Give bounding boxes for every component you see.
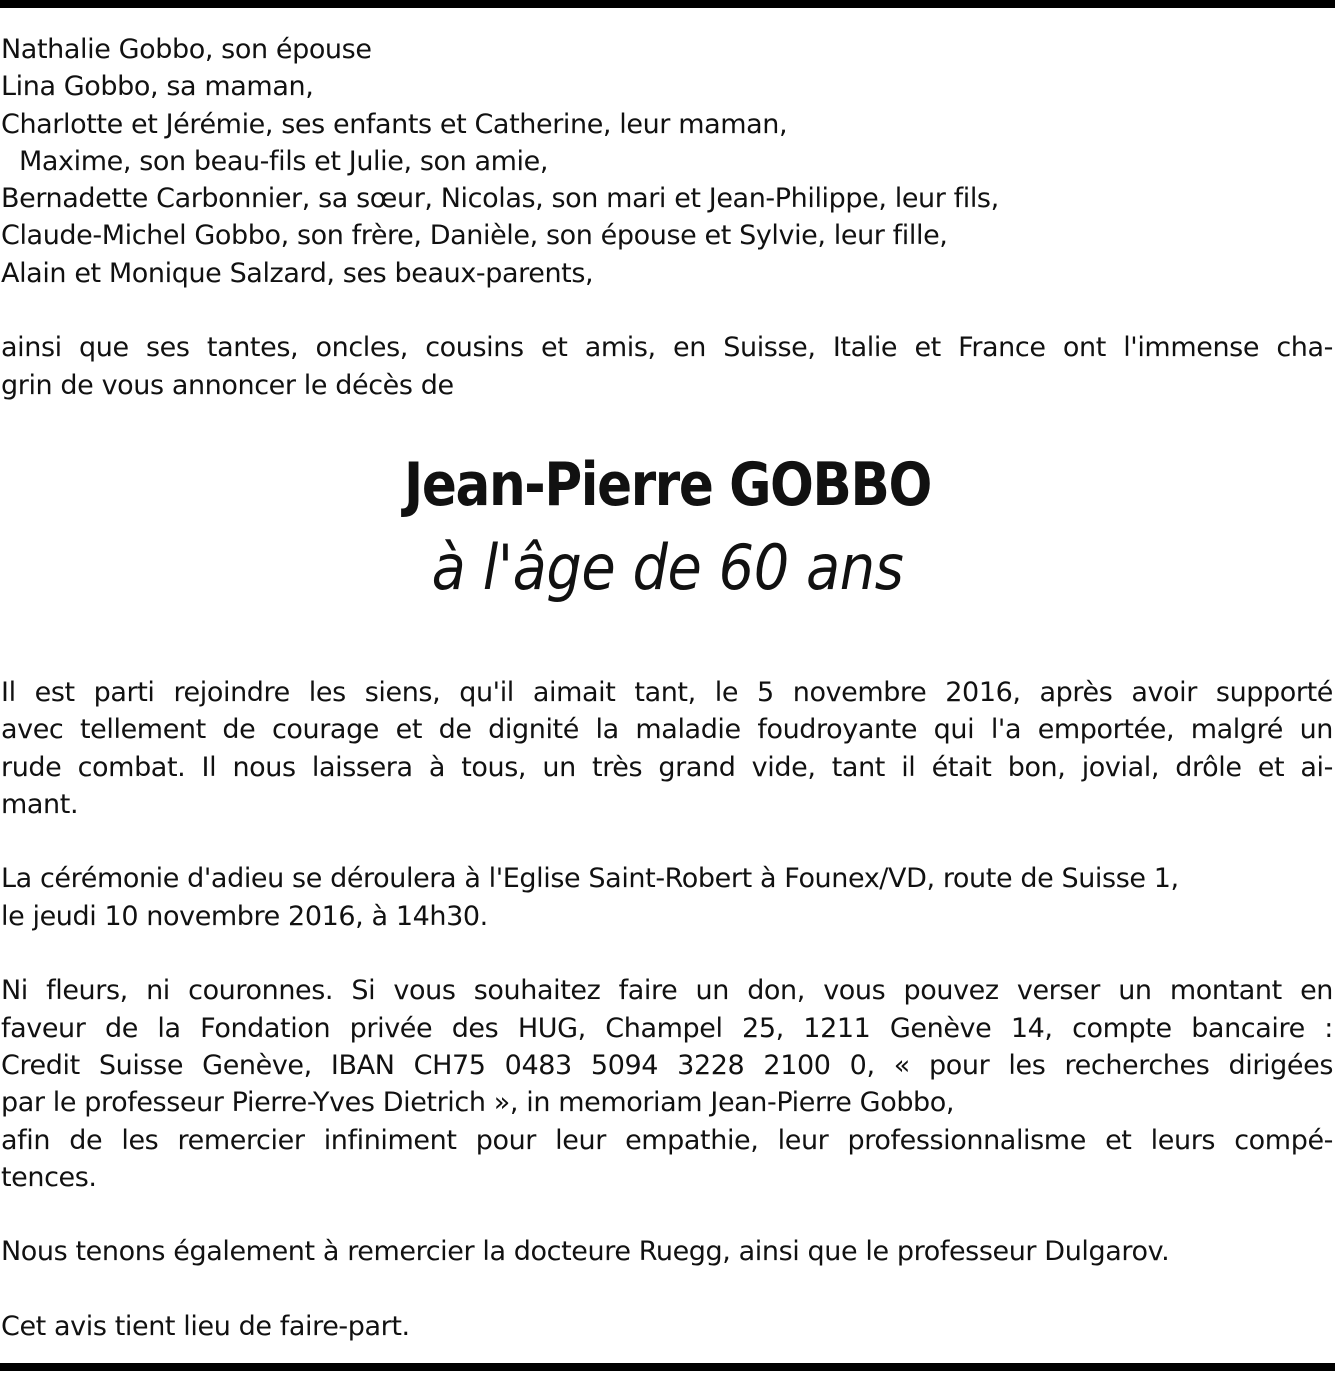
tribute-line: rude combat. Il nous laissera à tous, un très grand vide, tant il était bon, jovial, drôle et ai-	[1, 751, 1333, 783]
family-line: Nathalie Gobbo, son épouse	[1, 34, 372, 65]
family-line: Alain et Monique Salzard, ses beaux-parents,	[1, 257, 594, 289]
deceased-name: Jean-Pierre GOBBO	[404, 450, 931, 520]
family-line: Bernadette Carbonnier, sa sœur, Nicolas, son mari et Jean-Philippe, leur fils,	[1, 183, 999, 215]
deceased-age: à l'âge de 60 ans	[431, 531, 904, 604]
deceased-block	[0, 445, 1335, 611]
ceremony-line: le jeudi 10 novembre 2016, à 14h30.	[1, 900, 488, 932]
announcement-line: ainsi que ses tantes, oncles, cousins et amis, en Suisse, Italie et France ont l'immense cha-	[1, 332, 1333, 364]
body-section	[1, 674, 1333, 1345]
announcement-line: grin de vous annoncer le décès de	[1, 369, 454, 401]
tribute-line: avec tellement de courage et de dignité la maladie foudroyante qui l'a emportée, malgré un	[1, 714, 1333, 746]
family-section	[1, 31, 1333, 404]
thanks-line: Nous tenons également à remercier la docteure Ruegg, ainsi que le professeur Dulgarov.	[1, 1236, 1170, 1268]
tribute-line: Il est parti rejoindre les siens, qu'il aimait tant, le 5 novembre 2016, après avoir supporté	[1, 677, 1333, 708]
family-line: Charlotte et Jérémie, ses enfants et Catherine, leur maman,	[1, 108, 788, 140]
closing-line: Cet avis tient lieu de faire-part.	[1, 1311, 410, 1343]
family-line: Claude-Michel Gobbo, son frère, Danièle, son épouse et Sylvie, leur fille,	[1, 220, 948, 252]
bottom-rule	[0, 1363, 1335, 1371]
donation-line: par le professeur Pierre-Yves Dietrich », in memoriam Jean-Pierre Gobbo,	[1, 1087, 955, 1119]
donation-line: afin de les remercier infiniment pour leur empathie, leur professionnalisme et leurs compé-	[1, 1124, 1333, 1156]
family-line: Lina Gobbo, sa maman,	[1, 71, 314, 103]
donation-line: Ni fleurs, ni couronnes. Si vous souhaitez faire un don, vous pouvez verser un montant en	[1, 975, 1333, 1007]
ceremony-line: La cérémonie d'adieu se déroulera à l'Eglise Saint-Robert à Founex/VD, route de Suisse 1,	[1, 863, 1179, 895]
donation-line: tences.	[1, 1161, 97, 1193]
top-rule	[0, 0, 1335, 8]
donation-line: Credit Suisse Genève, IBAN CH75 0483 5094 3228 2100 0, « pour les recherches dirigées	[1, 1049, 1333, 1081]
tribute-line: mant.	[1, 788, 79, 820]
family-line: Maxime, son beau-fils et Julie, son amie,	[19, 145, 549, 177]
donation-line: faveur de la Fondation privée des HUG, Champel 25, 1211 Genève 14, compte bancaire :	[1, 1012, 1333, 1044]
